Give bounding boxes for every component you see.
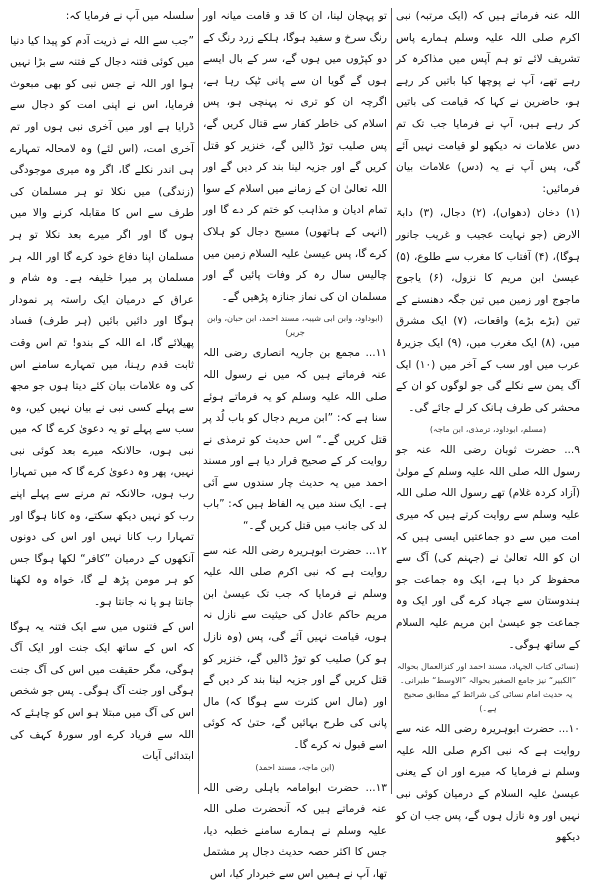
- paragraph: ۱۰... حضرت ابوہریرہ رضی اللہ عنہ سے روایت ہے کہ نبی اکرم صلی اللہ علیہ وسلم نے فرمایا کہ میرے اور ان کے یعنی عیسیٰ علیہ السلام کے درمیان کوئی نبی نہیں اور وہ نازل ہوں گے، پس جب ان کو دیکھو: [396, 723, 580, 844]
- paragraph: ۱۱... مجمع بن جاریہ انصاری رضی اللہ عنہ فرماتے ہیں کہ میں نے رسول اللہ صلی اللہ علیہ وسلم کو یہ فرماتے ہوئے سنا ہے کہ: ”ابن مریم دجال کو باب لُد پر قتل کریں گے۔“ اس حدیث کو ترمذی نے روایت کر کے صحیح قرار دیا ہے اور مسند احمد میں یہ حدیث چار سندوں سے آئی ہے۔ ایک سند میں یہ الفاظ ہیں کہ: ”باب لد کی جانب میں قتل کریں گے۔“: [203, 347, 387, 533]
- reference-note: (نسائی کتاب الجہاد، مسند احمد اور کنزالعمال بحوالہ ”الکبیر“ نیز جامع الصغیر بحوالہ ”الاوسط“ طبرانی۔ یہ حدیث امام نسائی کی شرائط کے مطابق صحیح ہے۔): [397, 661, 579, 714]
- reference-note: (ابوداود، وابن ابی شیبہ، مسند احمد، ابن حبان، وابن جریر): [207, 313, 383, 338]
- paragraph: اس کے فتنوں میں سے ایک فتنہ یہ ہوگا کہ اس کے ساتھ ایک جنت اور ایک آگ ہوگی، مگر حقیقت میں اس کی آگ جنت ہوگی اور جنت آگ ہوگی۔ پس جو شخص اس کی آگ میں مبتلا ہو اس کو چاہئے کہ اللہ سے فریاد کرے اور سورۂ کہف کی ابتدائی آیات: [10, 620, 194, 763]
- text-column-right: [392, 6, 584, 844]
- paragraph: ۱۲... حضرت ابوہریرہ رضی اللہ عنہ سے روایت ہے کہ نبی اکرم صلی اللہ علیہ وسلم نے فرمایا کہ جب تک عیسیٰ ابن مریم حاکم عادل کی حیثیت سے نازل نہ ہوں، قیامت نہیں آئے گی، پس (وہ نازل ہو کر) صلیب کو توڑ ڈالیں گے، خنزیر کو قتل کریں گے اور جزیہ لینا بند کر دیں گے اور (مال اس کثرت سے ہوگا کہ) مال پانی کی طرح بہائیں گے، حتیٰ کہ کوئی اسے قبول نہ کرے گا۔: [203, 544, 387, 751]
- paragraph: ”جب سے اللہ نے ذریت آدم کو پیدا کیا دنیا میں کوئی فتنہ دجال کے فتنہ سے بڑا نہیں ہوا اور اللہ نے جس نبی کو بھی مبعوث فرمایا، اس نے اپنی امت کو دجال سے ڈرایا ہے اور میں آخری نبی ہوں اور تم آخری امت، (اس لئے) وہ لامحالہ تمہارے ہی اندر نکلے گا، اگر وہ میری موجودگی (زندگی) میں نکلا تو ہر مسلمان کی طرف سے اس کا مقابلہ کرنے والا میں ہوں گا اور اگر میرے بعد نکلا تو ہر مسلمان اپنا دفاع خود کرے گا اور اللہ ہر مسلمان پر میرا خلیفہ ہے۔ وہ شام و عراق کے درمیان ایک راستہ پر نمودار ہوگا اور دائیں بائیں (ہر طرف) فساد پھیلائے گا، اے اللہ کے بندو! تم اس وقت ثابت قدم رہنا، میں تمہارے سامنے اس کی وہ علامات بیان کئے دیتا ہوں جو مجھ سے پہلے کسی نبی نے بیان نہیں کیں، وہ سب سے پہلے تو یہ دعویٰ کرے گا کہ میں نبی ہوں، حالانکہ میرے بعد کوئی نبی نہیں، پھر وہ دعویٰ کرے گا کہ میں تمہارا رب ہوں، حالانکہ تم مرنے سے پہلے اپنے رب کو نہیں دیکھ سکتے، وہ کانا ہوگا اور تمہارا رب کانا نہیں اور اس کی دونوں آنکھوں کے درمیان ”کافر“ لکھا ہوگا جس کو ہر مومن پڑھ لے گا، خواہ وہ لکھنا جانتا ہو یا نہ جانتا ہو۔: [10, 34, 194, 609]
- paragraph: (۱) دخان (دھواں)، (۲) دجال، (۳) دابۃ الارض (جو نہایت عجیب و غریب جانور ہوگا)، (۴) آفتاب کا مغرب سے طلوع، (۵) عیسیٰ ابن مریم کا نزول، (۶) یاجوج ماجوج اور زمین میں تین جگہ دھنسنے کے تین (بڑے بڑے) واقعات، (۷) ایک مشرق میں، (۸) ایک مغرب میں، (۹) ایک جزیرۂ عرب میں اور سب کے آخر میں (۱۰) ایک آگ یمن سے نکلے گی جو لوگوں کو ان کے محشر کی طرف ہانک کر لے جائے گی۔: [396, 207, 580, 414]
- paragraph: سلسلہ میں آپ نے فرمایا کہ:: [65, 10, 194, 22]
- text-column-middle: [199, 6, 391, 880]
- reference-note: (مسلم، ابوداود، ترمذی، ابن ماجہ): [429, 424, 547, 435]
- paragraph: اللہ عنہ فرماتے ہیں کہ (ایک مرتبہ) نبی اکرم صلی اللہ علیہ وسلم ہمارے پاس تشریف لائے تو ہم آپس میں مذاکرہ کر رہے تھے، آپ نے پوچھا کیا باتیں کر رہے ہو، حاضرین نے کہا کہ قیامت کی باتیں کر رہے ہیں، آپ نے فرمایا جب تک تم دس علامات نہ دیکھو لو قیامت نہیں آئے گی، پس آپ نے یہ (دس) علامات بیان فرمائیں:: [396, 10, 580, 195]
- text-column-left: [6, 6, 198, 800]
- reference-note: (ابن ماجہ، مسند احمد): [255, 761, 335, 772]
- paragraph: ۹... حضرت ثوبان رضی اللہ عنہ جو رسول اللہ صلی اللہ علیہ وسلم کے مولیٰ (آزاد کردہ غلام) تھے رسول اللہ صلی اللہ علیہ وسلم سے روایت کرتے ہیں کہ میری امت میں سے دو جماعتیں ایسی ہیں کہ ان کو اللہ تعالیٰ نے (جہنم کی) آگ سے محفوظ کر دیا ہے، ایک وہ جماعت جو ہندوستان سے جہاد کرے گی اور ایک وہ جماعت جو عیسیٰ ابن مریم علیہ السلام کے ساتھ ہوگی۔: [396, 444, 580, 651]
- paragraph: تو پہچان لینا، ان کا قد و قامت میانہ اور رنگ سرخ و سفید ہوگا، ہلکے زرد رنگ کے دو کپڑوں میں ہوں گے، سر کے بال ایسے ہوں گے گویا ان سے پانی ٹپک رہا ہے، اگرچہ ان کو تری نہ پہنچی ہو، پس اسلام کی خاطر کفار سے قتال کریں گے، پس صلیب توڑ ڈالیں گے، خنزیر کو قتل کریں گے اور جزیہ لینا بند کر دیں گے اور اللہ تعالیٰ ان کے زمانے میں اسلام کے سوا تمام ادیان و مذاہب کو ختم کر دے گا اور (انہی کے ہاتھوں) مسیح دجال کو ہلاک کرے گا، پس عیسیٰ علیہ السلام زمین میں چالیس سال رہ کر وفات پائیں گے اور مسلمان ان کی نماز جنازہ پڑھیں گے۔: [203, 10, 387, 303]
- paragraph: ۱۳... حضرت ابوامامہ باہلی رضی اللہ عنہ فرماتے ہیں کہ آنحضرت صلی اللہ علیہ وسلم نے ہمارے سامنے خطبہ دیا، جس کا اکثر حصہ حدیث دجال پر مشتمل تھا، آپ نے ہمیں اس سے خبردار کیا، اس: [203, 781, 387, 880]
